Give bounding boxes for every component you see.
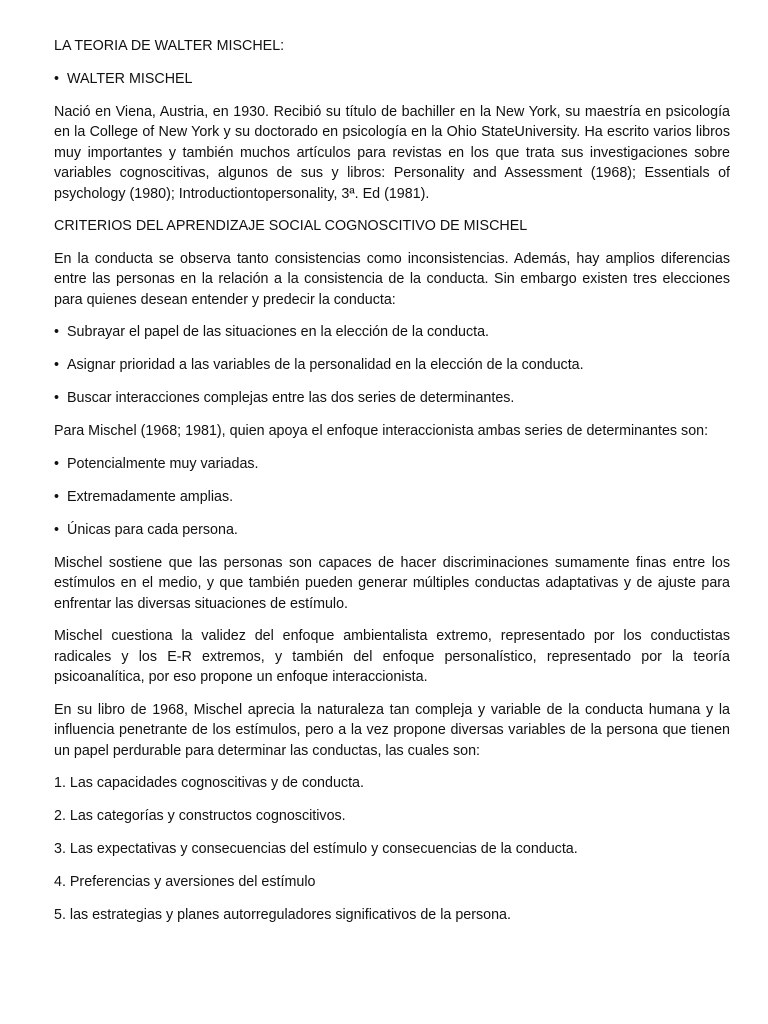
list-item: [54, 520, 730, 541]
bullet-glyph: •: [54, 357, 60, 373]
critique-paragraph: Mischel cuestiona la validez del enfoque ambientalista extremo, representado por los conductistas radicales y los E-R extremos, y también del enfoque personalístico, representado por la teoría psicoanalítica, por eso propone un enfoque interaccionista.: [54, 628, 730, 685]
author-heading-row: [54, 69, 730, 90]
document-page: [54, 36, 730, 938]
author-heading: WALTER MISCHEL: [67, 70, 193, 87]
choice-text: Asignar prioridad a las variables de la personalidad en la elección de la conducta.: [67, 357, 584, 373]
determinant-text: Únicas para cada persona.: [67, 521, 238, 538]
bullet-glyph: •: [54, 455, 60, 472]
section-heading: CRITERIOS DEL APRENDIZAJE SOCIAL COGNOSCITIVO DE MISCHEL: [54, 218, 528, 234]
choice-text: Subrayar el papel de las situaciones en la elección de la conducta.: [67, 324, 490, 340]
bullet-glyph: •: [54, 488, 60, 505]
list-item: 4. Preferencias y aversiones del estímulo: [54, 874, 316, 890]
list-item: 5. las estrategias y planes autorreguladores significativos de la persona.: [54, 907, 511, 923]
document-title: LA TEORIA DE WALTER MISCHEL:: [54, 38, 285, 54]
bullet-glyph: •: [54, 324, 60, 340]
intro-paragraph: En la conducta se observa tanto consistencias como inconsistencias. Además, hay amplios diferencias entre las personas en la relación a la consistencia de la conducta. Sin embargo existen tres elecciones para quienes desean entender y predecir la conducta:: [54, 250, 730, 308]
list-item: [54, 454, 730, 475]
determinant-text: Potencialmente muy variadas.: [67, 455, 259, 472]
list-item: [54, 355, 730, 376]
list-item: [54, 322, 730, 343]
bullet-glyph: •: [54, 390, 60, 406]
discrimination-paragraph: Mischel sostiene que las personas son capaces de hacer discriminaciones sumamente finas entre los estímulos en el medio, y que también pueden generar múltiples conductas adaptativas y de ajuste para enfrentar las diversas situaciones de estímulo.: [54, 554, 730, 612]
list-item: 2. Las categorías y constructos cognoscitivos.: [54, 808, 346, 824]
biography-paragraph: Nació en Viena, Austria, en 1930. Recibió su título de bachiller en la New York, su maestría en psicología en la College of New York y su doctorado en psicología en la Ohio StateUniversity. Ha escrito varios libros muy importantes y también muchos artículos para revistas en los que trata sus investigaciones sobre variables cognoscitivas, algunos de sus y libros: Personality and Assessment (1968); Essentials of psychology (1980); Introductiontopersonality, 3ª. Ed (1981).: [54, 103, 730, 202]
list-item: [54, 388, 730, 409]
bullet-glyph: •: [54, 70, 60, 87]
interaction-intro-paragraph: Para Mischel (1968; 1981), quien apoya el enfoque interaccionista ambas series de determinantes son:: [54, 423, 709, 439]
determinant-text: Extremadamente amplias.: [67, 488, 234, 505]
list-item: [54, 487, 730, 508]
list-item: 1. Las capacidades cognoscitivas y de conducta.: [54, 775, 364, 791]
list-item: 3. Las expectativas y consecuencias del estímulo y consecuencias de la conducta.: [54, 841, 578, 857]
choice-text: Buscar interacciones complejas entre las dos series de determinantes.: [67, 390, 515, 406]
bullet-glyph: •: [54, 521, 60, 538]
book-1968-paragraph: En su libro de 1968, Mischel aprecia la naturaleza tan compleja y variable de la conducta humana y la influencia penetrante de los estímulos, pero a la vez propone diversas variables de la persona que tienen un papel perdurable para determinar las conductas, las cuales son:: [54, 701, 730, 759]
